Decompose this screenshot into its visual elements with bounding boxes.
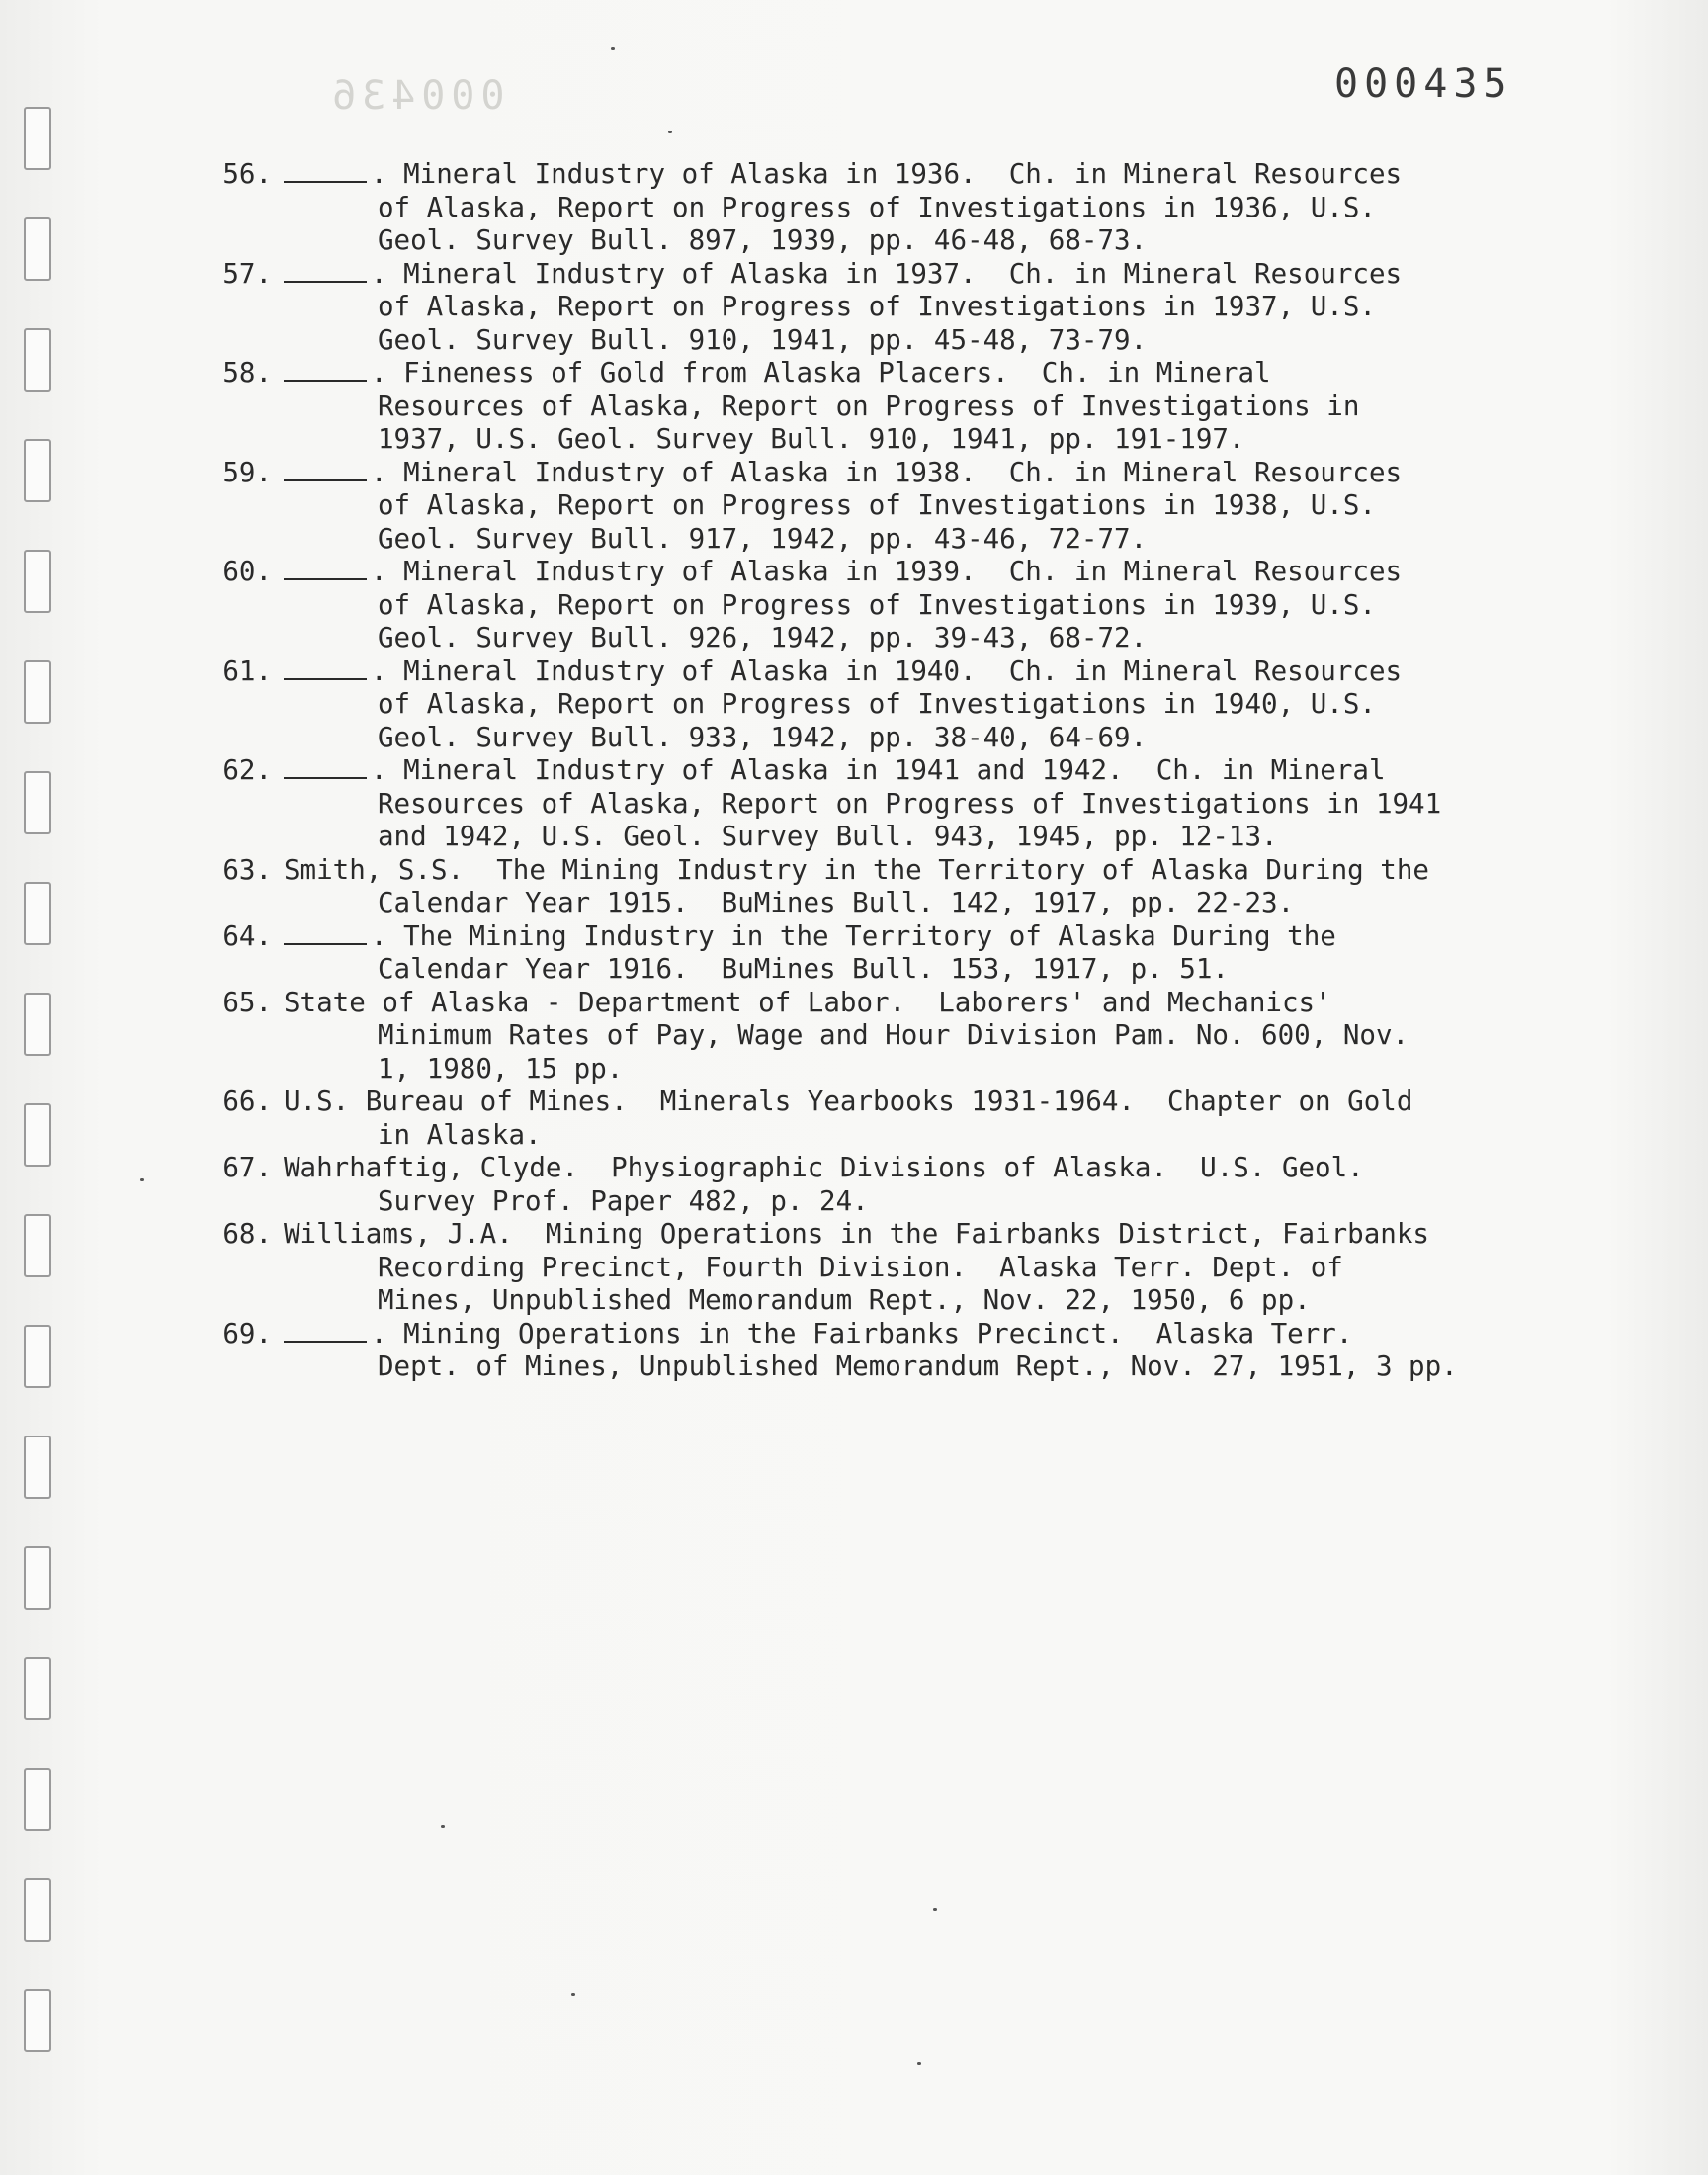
reference-line [284,1152,1483,1185]
binder-hole [24,1436,51,1499]
reference-text [284,920,1483,987]
reference-line [284,854,1483,888]
reference-number: 57. [222,257,272,290]
binder-hole [24,1214,51,1277]
reference-text [284,158,1483,258]
reference-number: 67. [222,1152,272,1183]
reference-line-text: Smith, S.S. The Mining Industry in the Territory of Alaska During the [284,853,1429,886]
reference-line-text: Wahrhaftig, Clyde. Physiographic Divisions of Alaska. U.S. Geol. [284,1152,1364,1183]
reference-text [284,1086,1483,1152]
reference-line: of Alaska, Report on Progress of Investigations in 1939, U.S. [378,588,1376,621]
reference-line: of Alaska, Report on Progress of Investigations in 1937, U.S. [378,291,1376,322]
reference-text [284,1218,1483,1318]
page-number-stamp: 000435 [1334,61,1513,107]
reference-line: Dept. of Mines, Unpublished Memorandum Rept., Nov. 27, 1951, 3 pp. [378,1350,1458,1382]
reference-number: 60. [222,556,272,587]
binder-hole [24,550,51,613]
same-author-dash [284,921,367,945]
reference-number: 56. [222,158,272,190]
reference-line [284,920,1483,954]
reference-line: in Alaska. [378,1118,542,1151]
scan-speck [140,1178,144,1181]
reference-line [284,1318,1483,1351]
reference-entry [198,920,1483,987]
same-author-dash [284,159,367,183]
reference-text [284,655,1483,755]
reference-entry [198,1086,1483,1152]
reference-text [284,258,1483,358]
binder-hole [24,1878,51,1942]
reference-line: Geol. Survey Bull. 917, 1942, pp. 43-46, 72-77. [378,522,1148,555]
reference-number: 62. [222,754,272,786]
binder-hole [24,1546,51,1610]
reference-entry [198,357,1483,457]
binder-hole [24,660,51,724]
reference-entry [198,854,1483,920]
reference-entry [198,655,1483,755]
reference-line: Calendar Year 1915. BuMines Bull. 142, 1917, pp. 22-23. [378,887,1295,918]
reference-text [284,1152,1483,1218]
binder-hole [24,1768,51,1831]
reference-line [284,158,1483,192]
reference-line: Resources of Alaska, Report on Progress of Investigations in 1941 [378,787,1442,820]
reference-text [284,556,1483,655]
reference-entry [198,754,1483,854]
reference-line [284,258,1483,292]
binder-hole [24,1325,51,1388]
scan-speck [441,1825,445,1828]
reference-entry [198,987,1483,1087]
binder-hole [24,1989,51,2052]
reference-number: 58. [222,357,272,389]
reference-line: Recording Precinct, Fourth Division. Alaska Terr. Dept. of [378,1251,1343,1283]
reference-line [284,655,1483,689]
reference-number: 66. [222,1086,272,1117]
same-author-dash [284,557,367,580]
binder-hole [24,107,51,170]
same-author-dash [284,259,367,283]
reference-line: Resources of Alaska, Report on Progress of Investigations in [378,390,1360,422]
binder-hole [24,882,51,945]
reference-line [284,1086,1483,1119]
same-author-dash [284,458,367,481]
reference-line: of Alaska, Report on Progress of Investigations in 1940, U.S. [378,688,1376,720]
scan-speck [933,1908,937,1911]
reference-line-text: . Mining Operations in the Fairbanks Precinct. Alaska Terr. [371,1317,1353,1349]
reference-entry [198,258,1483,358]
reference-line: Calendar Year 1916. BuMines Bull. 153, 1917, p. 51. [378,953,1229,985]
same-author-dash [284,358,367,382]
scan-speck [571,1993,575,1996]
reference-line [284,357,1483,391]
reference-number: 61. [222,654,272,687]
reference-line: of Alaska, Report on Progress of Investigations in 1938, U.S. [378,489,1376,521]
reference-line: Minimum Rates of Pay, Wage and Hour Division Pam. No. 600, Nov. [378,1019,1409,1051]
scan-speck [917,2062,921,2065]
reference-line: Geol. Survey Bull. 910, 1941, pp. 45-48, 73-79. [378,323,1148,356]
same-author-dash [284,755,367,779]
reference-list [198,158,1483,1384]
reference-line-text: . Mineral Industry of Alaska in 1941 and 1942. Ch. in Mineral [371,754,1386,786]
binder-hole [24,218,51,281]
reference-line-text: Williams, J.A. Mining Operations in the Fairbanks District, Fairbanks [284,1218,1429,1250]
reference-text [284,457,1483,557]
reference-line-text: . The Mining Industry in the Territory of Alaska During the [371,919,1336,952]
binder-hole [24,1103,51,1167]
reference-line: Geol. Survey Bull. 926, 1942, pp. 39-43, 68-72. [378,622,1148,653]
reference-line-text: State of Alaska - Department of Labor. Laborers' and Mechanics' [284,986,1331,1018]
reference-text [284,357,1483,457]
reference-line-text: . Mineral Industry of Alaska in 1940. Ch. in Mineral Resources [371,654,1403,687]
reference-text [284,854,1483,920]
reference-entry [198,457,1483,557]
reference-line: and 1942, U.S. Geol. Survey Bull. 943, 1945, pp. 12-13. [378,821,1278,852]
reference-entry [198,158,1483,258]
reference-line: 1937, U.S. Geol. Survey Bull. 910, 1941, pp. 191-197. [378,423,1245,455]
binder-hole [24,771,51,834]
reference-number: 69. [222,1317,272,1349]
same-author-dash [284,656,367,680]
reference-line: Geol. Survey Bull. 933, 1942, pp. 38-40, 64-69. [378,721,1148,753]
reference-text [284,1318,1483,1384]
reference-number: 65. [222,986,272,1018]
reference-line [284,987,1483,1020]
reference-number: 68. [222,1218,272,1250]
reference-entry [198,1218,1483,1318]
reference-line-text: . Fineness of Gold from Alaska Placers. Ch. in Mineral [371,357,1271,389]
binder-hole [24,993,51,1056]
same-author-dash [284,1319,367,1343]
binder-hole [24,328,51,392]
reference-entry [198,1152,1483,1218]
reference-entry [198,1318,1483,1384]
reference-line: Survey Prof. Paper 482, p. 24. [378,1184,869,1217]
reference-line: Geol. Survey Bull. 897, 1939, pp. 46-48, 68-73. [378,224,1148,256]
binder-hole [24,439,51,502]
reference-line: of Alaska, Report on Progress of Investigations in 1936, U.S. [378,191,1376,223]
bleed-through-number: 000436 [326,73,505,119]
reference-line-text: . Mineral Industry of Alaska in 1936. Ch. in Mineral Resources [371,158,1403,190]
reference-line-text: . Mineral Industry of Alaska in 1939. Ch. in Mineral Resources [371,556,1403,587]
reference-line-text: . Mineral Industry of Alaska in 1937. Ch. in Mineral Resources [371,257,1403,290]
reference-line [284,556,1483,589]
reference-text [284,754,1483,854]
binder-holes [24,107,53,2064]
reference-number: 59. [222,456,272,488]
reference-line: 1, 1980, 15 pp. [378,1052,624,1085]
reference-line [284,1218,1483,1252]
scan-speck [668,130,672,133]
reference-line: Mines, Unpublished Memorandum Rept., Nov. 22, 1950, 6 pp. [378,1284,1311,1316]
binder-hole [24,1657,51,1720]
reference-text [284,987,1483,1087]
reference-line [284,457,1483,490]
reference-line-text: U.S. Bureau of Mines. Minerals Yearbooks 1931-1964. Chapter on Gold [284,1086,1413,1117]
reference-entry [198,556,1483,655]
reference-number: 63. [222,853,272,886]
scan-speck [611,47,615,50]
reference-line [284,754,1483,788]
reference-line-text: . Mineral Industry of Alaska in 1938. Ch. in Mineral Resources [371,456,1403,488]
reference-number: 64. [222,919,272,952]
